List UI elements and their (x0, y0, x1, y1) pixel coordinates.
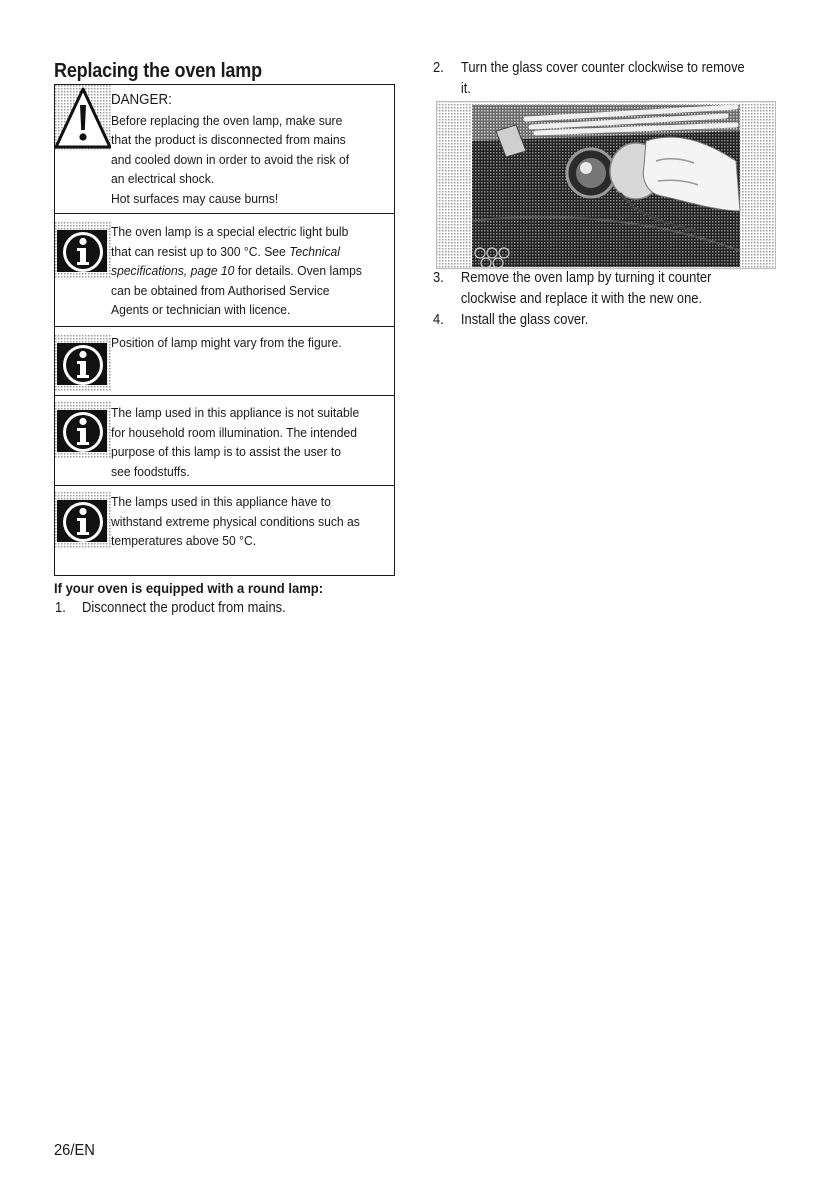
step-number: 3. (433, 270, 444, 286)
danger-notice (54, 84, 395, 214)
page-title: Replacing the oven lamp (54, 60, 262, 82)
spec-link-page[interactable]: specifications, page 10 (111, 263, 235, 279)
info-notice-illumination (54, 395, 395, 486)
step-text: it. (460, 81, 471, 97)
note-line: The oven lamp is a special electric light bulb (111, 224, 349, 239)
info-notice-lamp-spec (54, 213, 395, 327)
danger-line: an electrical shock. (111, 171, 215, 187)
danger-line: Hot surfaces may cause burns! (111, 190, 279, 206)
info-icon (55, 222, 111, 278)
info-icon (55, 492, 111, 548)
info-notice-position (54, 326, 395, 396)
info-notice-temperature (54, 485, 395, 576)
step-text: Install the glass cover. (460, 312, 589, 328)
danger-heading: DANGER: (111, 92, 172, 108)
info-icon (55, 402, 111, 458)
danger-line: Before replacing the oven lamp, make sure (111, 112, 343, 128)
warning-triangle-icon (55, 85, 111, 151)
note-line: see foodstuffs. (111, 463, 190, 479)
round-lamp-heading: If your oven is equipped with a round lamp: (54, 580, 324, 596)
oven-lamp-photo (436, 101, 776, 269)
step-number: 2. (433, 60, 444, 76)
page-number: 26/EN (54, 1142, 95, 1159)
step-number: 4. (433, 312, 444, 328)
danger-line: and cooled down in order to avoid the risk of (111, 151, 350, 167)
note-line: withstand extreme physical conditions such as (111, 513, 360, 529)
step-text: Remove the oven lamp by turning it counter (460, 270, 712, 286)
info-icon (55, 335, 111, 391)
note-line: that can resist up to 300 °C. See Technical (111, 243, 341, 259)
note-line: can be obtained from Authorised Service (111, 282, 330, 298)
note-line: temperatures above 50 °C. (111, 533, 257, 549)
step-text: Disconnect the product from mains. (82, 600, 286, 616)
note-line: Position of lamp might vary from the figure. (111, 335, 342, 350)
step-text: Turn the glass cover counter clockwise to remove (460, 60, 745, 76)
step-text: clockwise and replace it with the new one. (460, 291, 703, 307)
note-line: The lamps used in this appliance have to (111, 494, 331, 509)
note-line: The lamp used in this appliance is not suitable (111, 405, 360, 420)
danger-line: that the product is disconnected from mains (111, 132, 346, 148)
spec-link[interactable]: Technical (289, 243, 341, 259)
note-line: specifications, page 10 for details. Oven lamps (111, 263, 362, 279)
step-number: 1. (55, 600, 66, 616)
note-line: for household room illumination. The intended (111, 424, 357, 440)
note-line: purpose of this lamp is to assist the user to (111, 444, 341, 460)
note-line: Agents or technician with licence. (111, 302, 291, 318)
